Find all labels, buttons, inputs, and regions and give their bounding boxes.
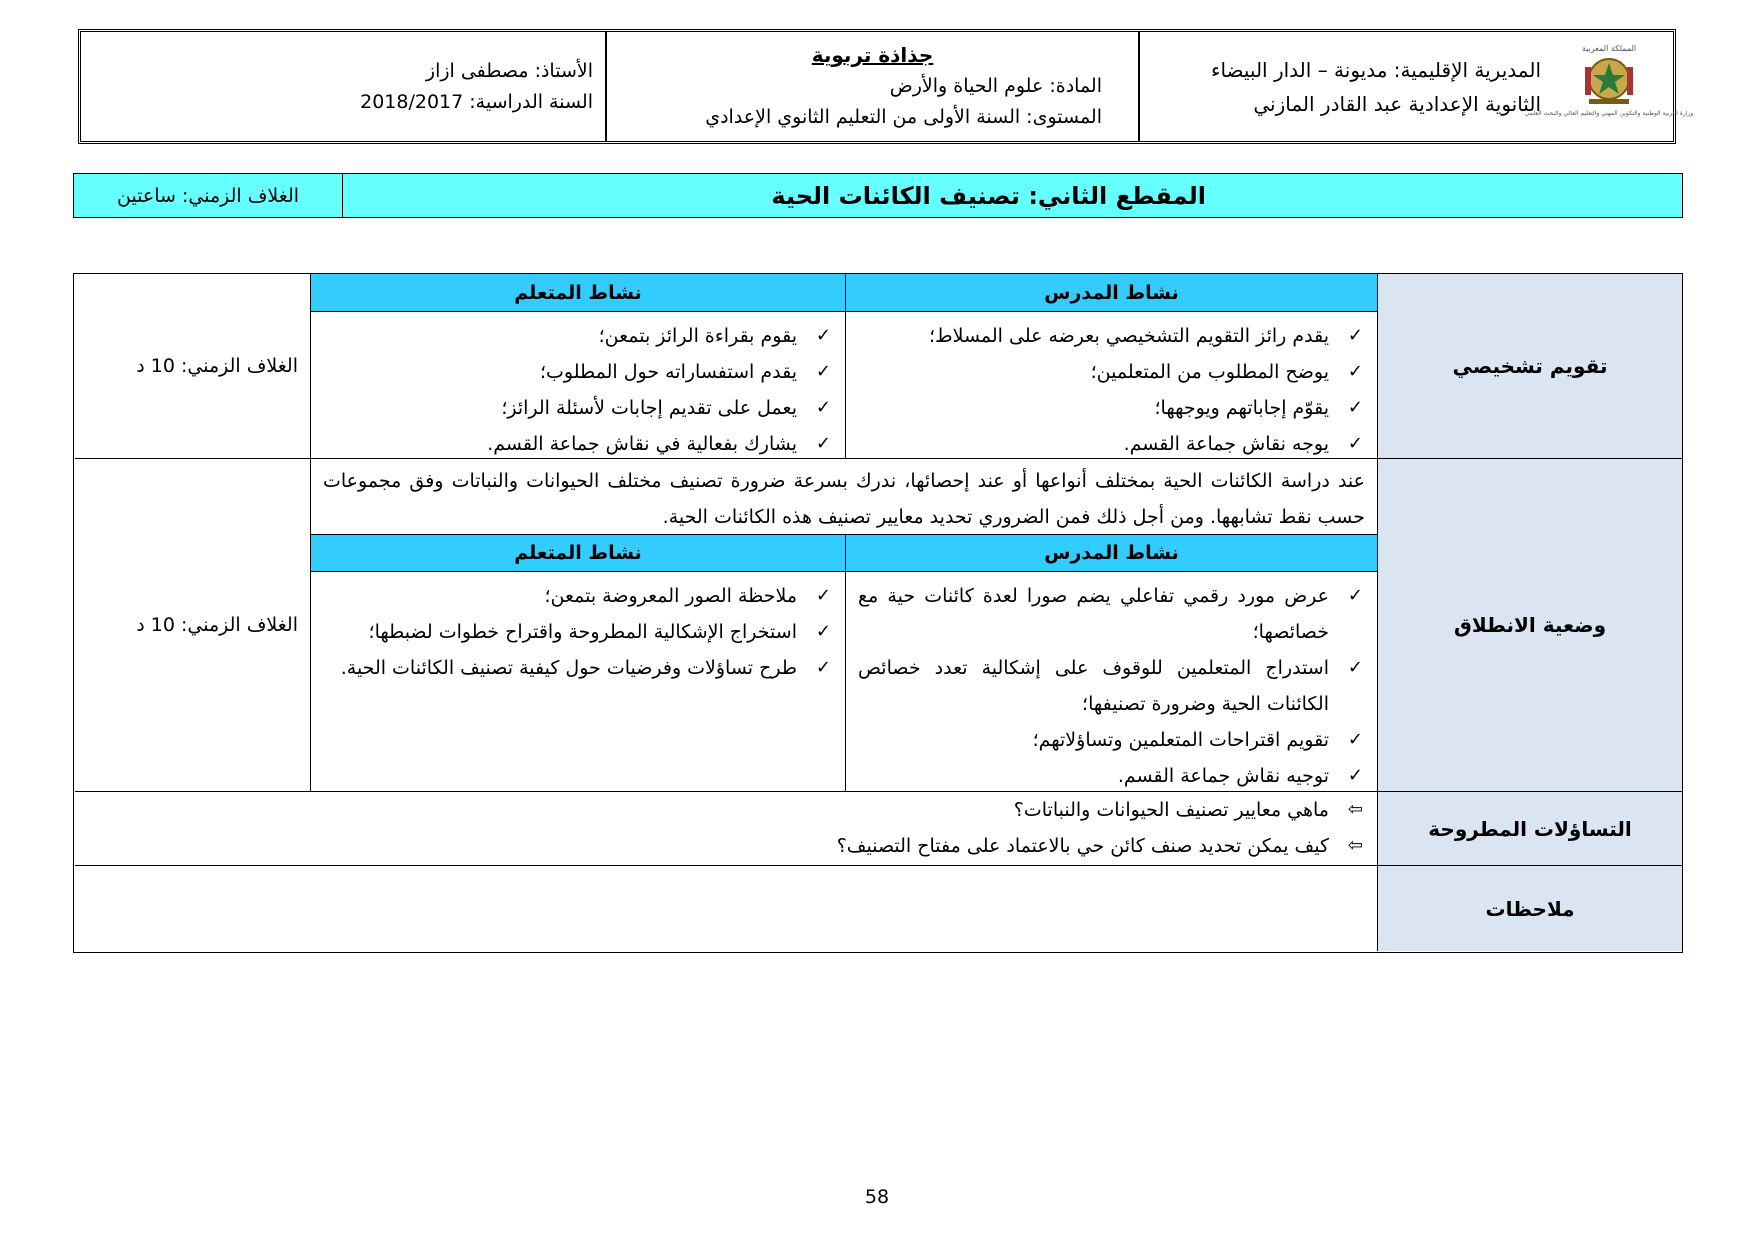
emblem-caption-bottom: وزارة التربية الوطنية والتكوين المهني والتعليم العالي والبحث العلمي	[1524, 109, 1694, 117]
sequence-title: المقطع الثاني: تصنيف الكائنات الحية	[342, 174, 1682, 217]
header-institution	[1138, 32, 1694, 141]
list-item: ✓ يقوم بقراءة الرائز بتمعن؛	[323, 318, 831, 354]
check-icon: ✓	[1347, 325, 1363, 346]
check-icon: ✓	[815, 433, 831, 454]
diagnostic-label: تقويم تشخيصي	[1377, 274, 1682, 459]
list-item: ✓ يقدم استفساراته حول المطلوب؛	[323, 354, 831, 390]
check-icon: ✓	[815, 585, 831, 606]
list-item: ✓ يقوّم إجاباتهم ويوجهها؛	[858, 390, 1363, 426]
check-icon: ✓	[1347, 433, 1363, 454]
diagnostic-teacher-activity	[845, 312, 1377, 459]
list-item: ✓ يقدم رائز التقويم التشخيصي بعرضه على المسلاط؛	[858, 318, 1363, 354]
sheet-title: جذاذة تربوية	[811, 43, 934, 67]
launch-teacher-activity	[845, 572, 1377, 792]
diagnostic-duration: الغلاف الزمني: 10 د	[75, 274, 310, 459]
check-icon: ✓	[815, 397, 831, 418]
check-icon: ✓	[815, 657, 831, 678]
list-item: ⇦ كيف يمكن تحديد صنف كائن حي بالاعتماد على مفتاح التصنيف؟	[87, 828, 1363, 864]
check-icon: ✓	[1347, 765, 1363, 786]
check-icon: ✓	[815, 361, 831, 382]
check-icon: ✓	[815, 325, 831, 346]
subject-line: المادة: علوم الحياة والأرض	[889, 75, 1102, 97]
check-icon: ✓	[1347, 361, 1363, 382]
notes-label: ملاحظات	[1377, 866, 1682, 951]
school-year-line: السنة الدراسية: 2018/2017	[360, 90, 593, 113]
list-item: ✓ استدراج المتعلمين للوقوف على إشكالية تعدد خصائص الكائنات الحية وضرورة تصنيفها؛	[858, 650, 1363, 722]
questions-label: التساؤلات المطروحة	[1377, 792, 1682, 866]
list-item: ✓ طرح تساؤلات وفرضيات حول كيفية تصنيف الكائنات الحية.	[323, 650, 831, 686]
list-item: ⇦ ماهي معايير تصنيف الحيوانات والنباتات؟	[87, 792, 1363, 828]
list-item: ✓ استخراج الإشكالية المطروحة واقتراح خطوات لضبطها؛	[323, 614, 831, 650]
launch-intro: عند دراسة الكائنات الحية بمختلف أنواعها أو عند إحصائها، ندرك بسرعة ضرورة تصنيف مختلف الحيوانات والنباتات وفق مجموعات حسب نقط تشابهها. ومن أجل ذلك فمن الضروري تحديد معايير تصنيف هذه الكائنات الحية.	[310, 459, 1377, 535]
check-icon: ✓	[1347, 585, 1363, 606]
list-item: ✓ يوجه نقاش جماعة القسم.	[858, 426, 1363, 462]
header-teacher	[81, 32, 605, 141]
lesson-table	[73, 273, 1683, 953]
list-item: ✓ توجيه نقاش جماعة القسم.	[858, 758, 1363, 794]
page-number: 58	[864, 1186, 890, 1208]
launch-duration: الغلاف الزمني: 10 د	[75, 459, 310, 792]
launch-teacher-header: نشاط المدرس	[845, 535, 1377, 572]
arrow-left-icon: ⇦	[1347, 835, 1363, 856]
list-item: ✓ يوضح المطلوب من المتعلمين؛	[858, 354, 1363, 390]
list-item: ✓ ملاحظة الصور المعروضة بتمعن؛	[323, 578, 831, 614]
diagnostic-teacher-header: نشاط المدرس	[845, 274, 1377, 312]
morocco-coat-of-arms-icon	[1524, 39, 1694, 135]
level-line: المستوى: السنة الأولى من التعليم الثانوي الإعدادي	[705, 106, 1102, 128]
launch-learner-activity	[310, 572, 845, 792]
arrow-left-icon: ⇦	[1347, 799, 1363, 820]
directorate-line: المديرية الإقليمية: مديونة – الدار البيضاء	[1211, 57, 1541, 82]
check-icon: ✓	[1347, 397, 1363, 418]
diagnostic-learner-activity	[310, 312, 845, 459]
diagnostic-learner-header: نشاط المتعلم	[310, 274, 845, 312]
notes-content	[75, 866, 1377, 951]
questions-list	[75, 792, 1377, 866]
header-subject	[605, 32, 1138, 141]
check-icon: ✓	[1347, 729, 1363, 750]
sequence-title-bar	[73, 173, 1683, 218]
teacher-line: الأستاذ: مصطفى ازاز	[425, 59, 593, 82]
launch-label: وضعية الانطلاق	[1377, 459, 1682, 792]
list-item: ✓ عرض مورد رقمي تفاعلي يضم صورا لعدة كائنات حية مع خصائصها؛	[858, 578, 1363, 650]
list-item: ✓ يشارك بفعالية في نقاش جماعة القسم.	[323, 426, 831, 462]
list-item: ✓ تقويم اقتراحات المتعلمين وتساؤلاتهم؛	[858, 722, 1363, 758]
emblem-caption-top: المملكة المغربية	[1581, 43, 1637, 53]
school-line: الثانوية الإعدادية عبد القادر المازني	[1253, 91, 1541, 116]
sequence-duration: الغلاف الزمني: ساعتين	[116, 184, 300, 207]
check-icon: ✓	[1347, 657, 1363, 678]
launch-learner-header: نشاط المتعلم	[310, 535, 845, 572]
check-icon: ✓	[815, 621, 831, 642]
list-item: ✓ يعمل على تقديم إجابات لأسئلة الرائز؛	[323, 390, 831, 426]
header-box	[78, 29, 1694, 144]
